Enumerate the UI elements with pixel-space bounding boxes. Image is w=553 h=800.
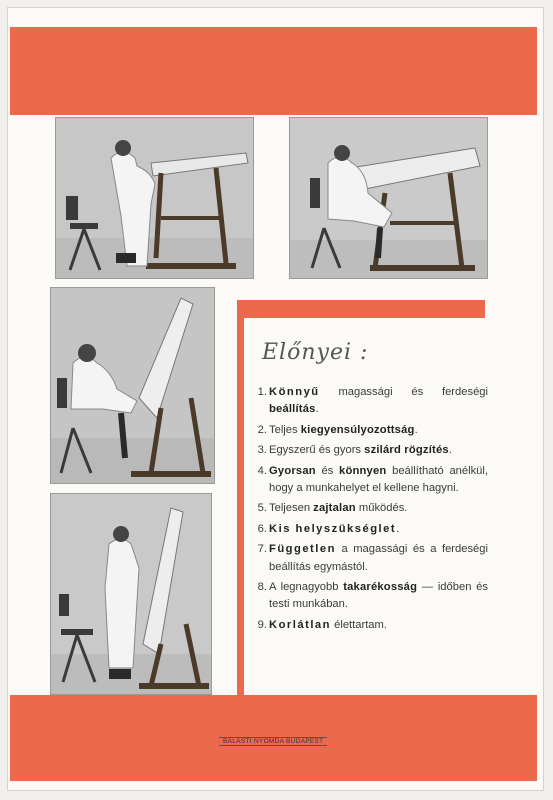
advantage-text-run: élettartam. — [331, 618, 387, 631]
advantage-item — [252, 617, 488, 634]
advantage-text — [269, 442, 488, 459]
advantage-emphasis: Gyorsan — [269, 464, 316, 477]
advantage-text — [269, 521, 488, 538]
top-color-band — [10, 27, 537, 115]
advantage-text-run: működés. — [355, 502, 408, 515]
advantage-number: 7. — [257, 543, 267, 556]
advantage-text — [269, 617, 488, 634]
advantage-item — [252, 579, 488, 614]
advantage-emphasis: Kis helyszükséglet — [269, 522, 397, 535]
advantage-item — [252, 384, 488, 419]
advantage-text-run: . — [315, 403, 319, 416]
advantage-item — [252, 422, 488, 439]
advantage-text-run: . — [414, 423, 418, 436]
photo-seated-at-drafting-table — [289, 117, 488, 279]
advantage-text — [269, 463, 488, 498]
advantage-emphasis: Könnyű — [269, 386, 320, 398]
advantage-text-run: . — [448, 444, 452, 457]
advantage-emphasis: Független — [269, 543, 336, 556]
advantage-text-run: — időben és testi munkában. — [269, 581, 488, 611]
advantages-heading: Előnyei : — [262, 340, 369, 365]
accent-bar-vertical — [237, 300, 244, 695]
advantage-emphasis: beállítás — [269, 403, 316, 416]
advantage-text-run: magassági és ferdeségi — [319, 386, 488, 398]
advantage-text-run: a magassági és a ferdeségi beállítás egymástól. — [269, 543, 488, 573]
advantage-number: 3. — [257, 444, 267, 457]
advantage-number: 8. — [257, 581, 267, 594]
advantage-emphasis: zajtalan — [313, 502, 356, 515]
advantage-text — [269, 541, 488, 576]
advantage-text-run: és — [315, 464, 340, 477]
photo-seated-tilted-board — [50, 287, 215, 484]
advantage-text-run: A legnagyobb — [269, 581, 344, 594]
advantage-text-run: . — [396, 522, 400, 535]
advantage-number: 4. — [257, 464, 267, 477]
advantage-emphasis: könnyen — [339, 464, 387, 477]
advantage-text-run: Egyszerű és gyors — [269, 444, 365, 457]
advantage-emphasis: kiegyensúlyozottság — [300, 423, 415, 436]
advantage-item — [252, 463, 488, 498]
advantage-number: 2. — [257, 423, 267, 436]
advantage-item — [252, 521, 488, 538]
advantage-text — [269, 422, 488, 439]
advantages-list — [252, 384, 488, 637]
advantage-number: 9. — [257, 618, 267, 631]
printer-imprint: BALÁSTI NYOMDA BUDAPEST — [219, 737, 327, 746]
advantage-item — [252, 500, 488, 517]
advantage-number: 5. — [257, 502, 267, 515]
advantage-item — [252, 541, 488, 576]
advantage-number: 1. — [257, 386, 267, 398]
advantage-text — [269, 579, 488, 614]
advantage-text-run: Teljesen — [269, 502, 314, 515]
advantage-text-run: Teljes — [269, 423, 301, 436]
advantage-text — [269, 500, 488, 517]
accent-bar-horizontal — [237, 300, 485, 318]
advantage-item — [252, 442, 488, 459]
advantage-number: 6. — [257, 522, 267, 535]
advantage-emphasis: Korlátlan — [269, 618, 331, 631]
photo-standing-vertical-board — [50, 493, 212, 695]
advantage-emphasis: takarékosság — [343, 581, 418, 594]
photo-standing-at-drafting-table — [55, 117, 254, 279]
advantage-text-run: beállítható anélkül, hogy a munkahelyet el kellene hagyni. — [269, 464, 488, 495]
advantage-text — [269, 384, 488, 419]
advantage-emphasis: szilárd rögzítés — [364, 444, 449, 457]
